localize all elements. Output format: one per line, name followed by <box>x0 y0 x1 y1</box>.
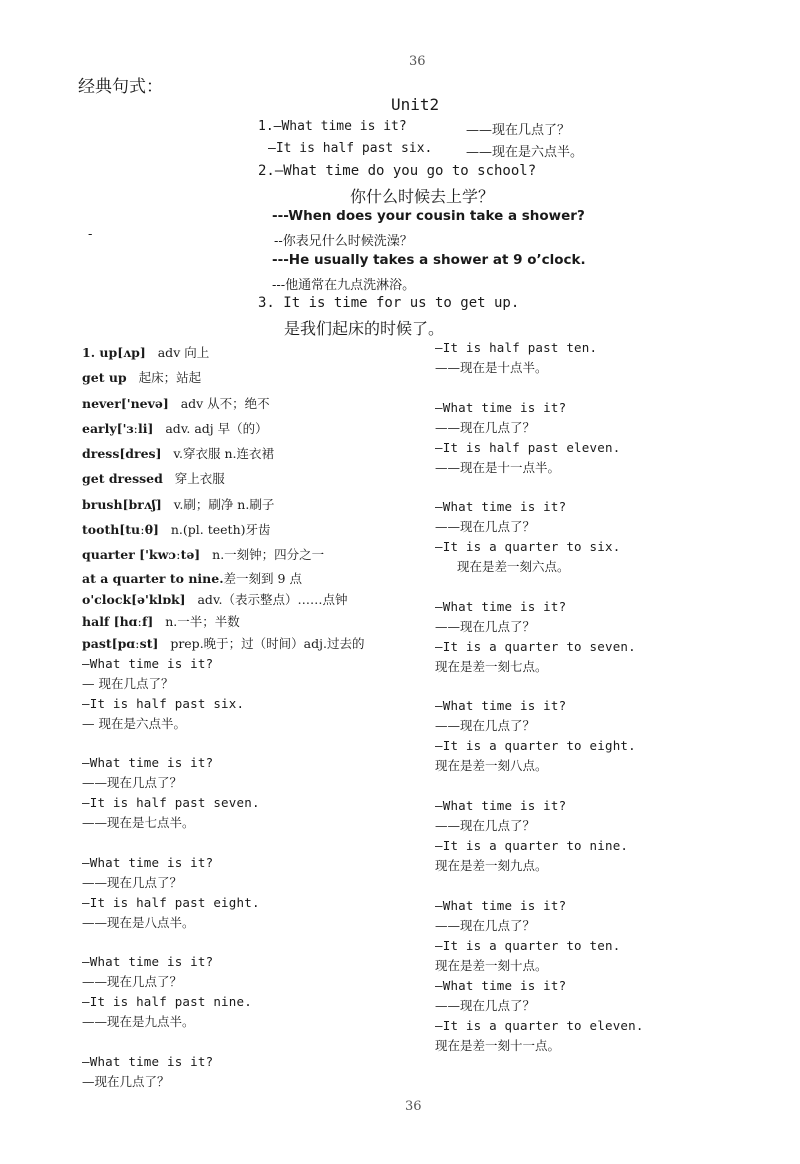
left-dialog <box>82 952 422 1032</box>
right-column <box>435 338 795 1056</box>
sentence-1-answer: —It is half past six. <box>268 141 433 156</box>
sentence-3-cn: 是我们起床的时候了。 <box>284 319 445 338</box>
vocab-item: brush[brʌʃ] v.刷；刷净 n.刷子 <box>82 496 275 512</box>
dialog-line: —It is a quarter to ten. <box>435 937 621 953</box>
dialog-line: —What time is it? <box>435 499 567 515</box>
right-dialog <box>435 597 795 677</box>
vocab-item: half [hɑːf] n.一半；半数 <box>82 613 240 629</box>
dialog-line: —It is a quarter to nine. <box>435 837 629 853</box>
dialog-line: ——现在几点了？ <box>435 917 536 933</box>
right-dialog <box>435 497 795 577</box>
dialog-line: —It is a quarter to seven. <box>435 638 636 654</box>
dialog-line: ——现在几点了？ <box>435 519 536 535</box>
vocab-item: never['nevə] adv 从不；绝不 <box>82 395 270 411</box>
vocab-item: o'clock[ə'klɒk] adv.（表示整点）……点钟 <box>82 591 348 607</box>
left-dialog <box>82 853 422 933</box>
dialog-line: —What time is it? <box>435 797 567 813</box>
vocab-item: get dressed 穿上衣服 <box>82 471 225 487</box>
dialog-line: —What time is it? <box>435 399 567 415</box>
dialog-line: ——现在几点了？ <box>435 618 536 634</box>
vocab-item: at a quarter to nine.差一刻到 9 点 <box>82 570 302 586</box>
left-dialog <box>82 753 422 833</box>
vocab-list <box>82 340 422 654</box>
dialog-line: —What time is it? <box>435 977 567 993</box>
dialog-line: ——现在是十点半。 <box>435 360 548 375</box>
dialog-line: 现在是差一刻六点。 <box>457 559 570 575</box>
dialog-line: ——现在是十一点半。 <box>435 459 561 475</box>
right-dialog <box>435 796 795 876</box>
dialog-line: 现在是差一刻十点。 <box>435 957 548 973</box>
dialog-line: —What time is it? <box>82 954 214 970</box>
dialog-line: — 现在几点了？ <box>82 675 174 691</box>
section-heading: 经典句式： <box>78 77 163 97</box>
dialog-line: —What time is it? <box>435 698 567 714</box>
dialog-line: —What time is it? <box>435 897 567 913</box>
vocab-item: 1. up[ʌp] adv 向上 <box>82 345 210 360</box>
right-dialog <box>435 696 795 776</box>
dialog-line: 现在是差一刻十一点。 <box>435 1037 561 1053</box>
vocab-item: tooth[tuːθ] n.(pl. teeth)牙齿 <box>82 522 271 538</box>
vocab-item: early['ɜːli] adv. adj 早（的） <box>82 420 268 436</box>
dialog-line: —现在几点了？ <box>82 1074 170 1090</box>
right-dialog <box>435 896 795 1056</box>
sentence-1-question: 1.—What time is it? <box>258 119 407 134</box>
vocab-item: dress[dres] v.穿衣服 n.连衣裙 <box>82 446 274 462</box>
dialog-line: ——现在几点了？ <box>435 419 536 435</box>
dialog-line: ——现在是九点半。 <box>82 1014 195 1030</box>
left-dialog <box>82 654 422 734</box>
dialog-line: —It is half past seven. <box>82 795 260 811</box>
sentence-2-example-2-cn: ---他通常在九点洗淋浴。 <box>272 278 416 293</box>
sentence-1-question-cn: ——现在几点了？ <box>466 123 571 138</box>
dialog-line: —It is half past nine. <box>82 994 252 1010</box>
vocab-item: get up 起床；站起 <box>82 370 202 386</box>
right-dialog <box>435 398 795 478</box>
dialog-line: ——现在几点了？ <box>82 874 183 890</box>
dialog-line: ——现在几点了？ <box>435 718 536 734</box>
dialog-line: 现在是差一刻七点。 <box>435 658 548 674</box>
dialog-line: ——现在是七点半。 <box>82 815 195 831</box>
dialog-line: —What time is it? <box>435 598 567 614</box>
dialog-line: ——现在几点了？ <box>435 997 536 1013</box>
page-number-top: 36 <box>409 54 426 69</box>
dialog-line: —What time is it? <box>82 755 214 771</box>
dialog-line: —What time is it? <box>82 1054 214 1070</box>
sentence-2-question: 2.—What time do you go to school? <box>258 163 537 179</box>
vocab-item: quarter ['kwɔːtə] n.一刻钟；四分之一 <box>82 547 325 563</box>
sentence-1-answer-cn: ——现在是六点半。 <box>466 145 584 160</box>
dialog-line: 现在是差一刻八点。 <box>435 758 548 774</box>
dialog-line: —It is a quarter to six. <box>435 539 621 555</box>
page-number-bottom: 36 <box>405 1099 422 1114</box>
sentence-2-example-2: ---He usually takes a shower at 9 o’clock. <box>272 252 586 268</box>
left-dialog <box>82 1052 422 1092</box>
sentence-2-example-1: ---When does your cousin take a shower? <box>272 208 585 224</box>
stray-dash-mark: - <box>88 227 93 242</box>
sentence-2-example-1-cn: --你表兄什么时候洗澡？ <box>274 234 413 249</box>
right-dialog <box>435 338 795 378</box>
left-column <box>82 340 422 1092</box>
dialog-line: ——现在几点了？ <box>435 817 536 833</box>
dialog-line: ——现在是八点半。 <box>82 914 195 930</box>
dialog-line: —It is half past six. <box>82 695 245 711</box>
dialog-line: —It is half past ten. <box>435 340 598 355</box>
sentence-2-question-cn: 你什么时候去上学？ <box>350 187 495 206</box>
dialog-line: —It is half past eleven. <box>435 439 621 455</box>
dialog-line: 现在是差一刻九点。 <box>435 857 548 873</box>
vocab-item: past[pɑːst] prep.晚于；过（时间）adj.过去的 <box>82 635 365 651</box>
dialog-line: —It is half past eight. <box>82 894 260 910</box>
dialog-line: —What time is it? <box>82 854 214 870</box>
dialog-line: —What time is it? <box>82 655 214 671</box>
dialog-line: —It is a quarter to eleven. <box>435 1017 644 1033</box>
dialog-line: —It is a quarter to eight. <box>435 738 636 754</box>
sentence-3: 3. It is time for us to get up. <box>258 295 520 311</box>
unit-title: Unit2 <box>391 95 440 114</box>
dialog-line: ——现在几点了？ <box>82 974 183 990</box>
dialog-line: ——现在几点了？ <box>82 775 183 791</box>
dialog-line: — 现在是六点半。 <box>82 715 186 731</box>
